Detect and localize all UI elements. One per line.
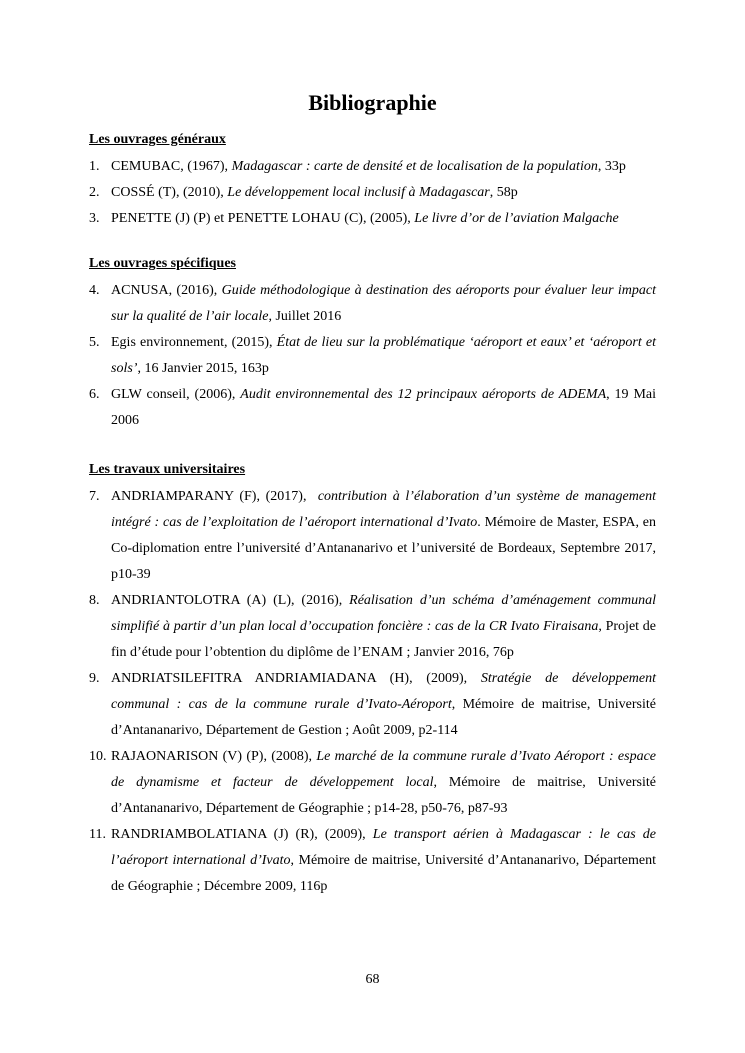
- entry-number: 7.: [89, 489, 100, 504]
- bibliography-list: [89, 278, 656, 434]
- entry-title: Madagascar : carte de densité et de localisation de la population: [231, 159, 598, 174]
- document-page: [89, 88, 656, 914]
- entry-author: RAJAONARISON (V) (P), (2008),: [111, 749, 317, 764]
- section-heading: Les ouvrages généraux: [89, 132, 226, 147]
- bibliography-entry: [89, 278, 656, 330]
- entry-author: PENETTE (J) (P) et PENETTE LOHAU (C), (2005),: [111, 211, 415, 226]
- entry-title: Le marché de la commune rurale d’Ivato Aéroport : espace de dynamisme et facteur de développement local: [111, 749, 656, 790]
- entry-number: 1.: [89, 159, 100, 174]
- entry-details: , Juillet 2016: [268, 309, 342, 324]
- entry-title: Le transport aérien à Madagascar : le cas de l’aéroport international d’Ivato: [111, 827, 656, 868]
- bibliography-entry: [89, 666, 656, 744]
- entry-details: , Mémoire de maitrise, Université d’Antananarivo, Département de Géographie ; p14-28, p50-76, p87-93: [111, 775, 656, 816]
- entry-details: . Mémoire de Master, ESPA, en Co-diplomation entre l’université d’Antananarivo et l’université de Bordeaux, Septembre 2017, p10-39: [111, 515, 657, 582]
- bibliography-list: [89, 154, 656, 232]
- section-heading: Les ouvrages spécifiques: [89, 256, 236, 271]
- page-title: Bibliographie: [308, 90, 437, 115]
- bibliography-entry: [89, 206, 656, 232]
- entry-details: , 16 Janvier 2015, 163p: [137, 361, 269, 376]
- entry-title: Audit environnemental des 12 principaux aéroports de ADEMA: [240, 387, 607, 402]
- entry-author: ANDRIANTOLOTRA (A) (L), (2016),: [111, 593, 350, 608]
- bibliography-entry: [89, 744, 656, 822]
- entry-title: Guide méthodologique à destination des aéroports pour évaluer leur impact sur la qualité de l’air locale: [111, 283, 656, 324]
- bibliography-list: [89, 484, 656, 900]
- entry-number: 9.: [89, 671, 100, 686]
- bibliography-entry: [89, 822, 656, 900]
- entry-details: , Mémoire de maitrise, Université d’Antananarivo, Département de Géographie ; Décembre 2009, 116p: [111, 853, 656, 894]
- entry-number: 4.: [89, 283, 100, 298]
- entry-number: 6.: [89, 387, 100, 402]
- page-number: 68: [365, 972, 380, 987]
- entry-author: CEMUBAC, (1967),: [111, 159, 232, 174]
- entry-number: 8.: [89, 593, 100, 608]
- entry-number: 10.: [89, 749, 107, 764]
- entry-author: ANDRIATSILEFITRA ANDRIAMIADANA (H), (2009),: [111, 671, 481, 686]
- entry-author: GLW conseil, (2006),: [111, 387, 241, 402]
- entry-title: contribution à l’élaboration d’un système de management intégré : cas de l’exploitation de l’aéroport international d’Ivato: [111, 489, 656, 530]
- entry-title: Le livre d’or de l’aviation Malgache: [414, 211, 619, 226]
- entry-details: , 33p: [597, 159, 626, 174]
- entry-number: 3.: [89, 211, 100, 226]
- section-travaux-universitaires: [89, 460, 656, 900]
- bibliography-entry: [89, 330, 656, 382]
- entry-details: , Projet de fin d’étude pour l’obtention du diplôme de l’ENAM ; Janvier 2016, 76p: [111, 619, 656, 660]
- section-ouvrages-generaux: [89, 130, 656, 232]
- bibliography-entry: [89, 588, 656, 666]
- entry-title: Le développement local inclusif à Madagascar: [227, 185, 490, 200]
- entry-number: 11.: [89, 827, 106, 842]
- entry-details: , Mémoire de maitrise, Université d’Antananarivo, Département de Gestion ; Août 2009, p2-114: [111, 697, 656, 738]
- entry-author: ANDRIAMPARANY (F), (2017),: [111, 489, 318, 504]
- entry-number: 5.: [89, 335, 100, 350]
- bibliography-entry: [89, 154, 656, 180]
- bibliography-entry: [89, 382, 656, 434]
- entry-title: Stratégie de développement communal : cas de la commune rurale d’Ivato-Aéroport: [111, 671, 656, 712]
- section-ouvrages-specifiques: [89, 254, 656, 434]
- entry-author: ACNUSA, (2016),: [111, 283, 222, 298]
- entry-author: COSSÉ (T), (2010),: [111, 185, 228, 200]
- entry-details: , 19 Mai 2006: [111, 387, 656, 428]
- section-heading: Les travaux universitaires: [89, 462, 246, 477]
- entry-title: Réalisation d’un schéma d’aménagement communal simplifié à partir d’un plan local d’occupation foncière : cas de la CR Ivato Firaisana: [111, 593, 656, 634]
- bibliography-entry: [89, 484, 656, 588]
- bibliography-entry: [89, 180, 656, 206]
- entry-author: Egis environnement, (2015),: [111, 335, 277, 350]
- entry-details: , 58p: [489, 185, 518, 200]
- entry-number: 2.: [89, 185, 100, 200]
- entry-author: RANDRIAMBOLATIANA (J) (R), (2009),: [111, 827, 373, 842]
- entry-title: État de lieu sur la problématique ‘aéroport et eaux’ et ‘aéroport et sols’: [111, 335, 657, 376]
